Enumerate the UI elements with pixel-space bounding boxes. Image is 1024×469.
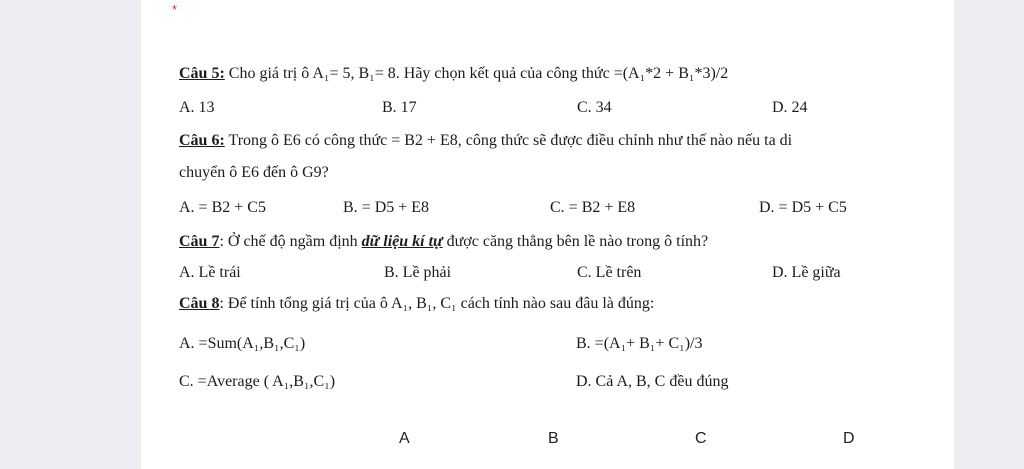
question-5-option-d: D. 24: [772, 99, 808, 116]
question-8-option-b: B. =(A₁+ B₁+ C₁)/3: [576, 335, 703, 352]
question-5-option-c: C. 34: [577, 99, 612, 116]
answer-choice-d[interactable]: D: [843, 430, 855, 447]
question-7-option-d: D. Lề giữa: [772, 264, 841, 281]
question-6: [179, 132, 792, 150]
question-5-text: Cho giá trị ô A₁= 5, B₁= 8. Hãy chọn kết quả của công thức =(A₁*2 + B₁*3)/2: [224, 65, 729, 82]
question-6-option-d: D. = D5 + C5: [759, 199, 847, 216]
question-image: [165, 55, 925, 400]
question-6-text-line2: chuyển ô E6 đến ô G9?: [179, 164, 329, 181]
question-7: Câu 7: Ở chế độ ngầm định dữ liệu kí tự được căng thẳng bên lề nào trong ô tính?: [179, 233, 709, 250]
required-mark: *: [172, 2, 178, 17]
question-8-option-a: A. =Sum(A₁,B₁,C₁): [179, 335, 306, 352]
question-8: [179, 295, 654, 313]
question-5-option-a: A. 13: [179, 99, 215, 116]
answer-choice-b[interactable]: B: [548, 430, 559, 447]
answer-choice-a[interactable]: A: [399, 430, 410, 447]
question-8-option-d: D. Cả A, B, C đều đúng: [576, 373, 729, 390]
question-7-number: Câu 7: [179, 233, 220, 250]
question-7-option-a: A. Lề trái: [179, 264, 241, 281]
question-6-text: Trong ô E6 có công thức = B2 + E8, công thức sẽ được điều chỉnh như thế nào nếu ta di: [224, 132, 793, 149]
question-5: [179, 65, 728, 83]
question-6-option-a: A. = B2 + C5: [179, 199, 266, 216]
question-7-emphasis: dữ liệu kí tự: [361, 233, 443, 250]
question-8-option-c: C. =Average ( A₁,B₁,C₁): [179, 373, 336, 390]
question-8-text: : Để tính tổng giá trị của ô A₁, B₁, C₁ cách tính nào sau đâu là đúng:: [219, 295, 655, 312]
question-6-option-b: B. = D5 + E8: [343, 199, 430, 216]
question-6-option-c: C. = B2 + E8: [550, 199, 636, 216]
answer-choice-c[interactable]: C: [695, 430, 707, 447]
question-5-option-b: B. 17: [382, 99, 417, 116]
question-8-number: Câu 8: [179, 295, 220, 312]
question-6-number: Câu 6:: [179, 132, 225, 149]
question-7-option-c: C. Lề trên: [577, 264, 642, 281]
question-5-number: Câu 5:: [179, 65, 225, 82]
question-7-option-b: B. Lề phải: [384, 264, 452, 281]
